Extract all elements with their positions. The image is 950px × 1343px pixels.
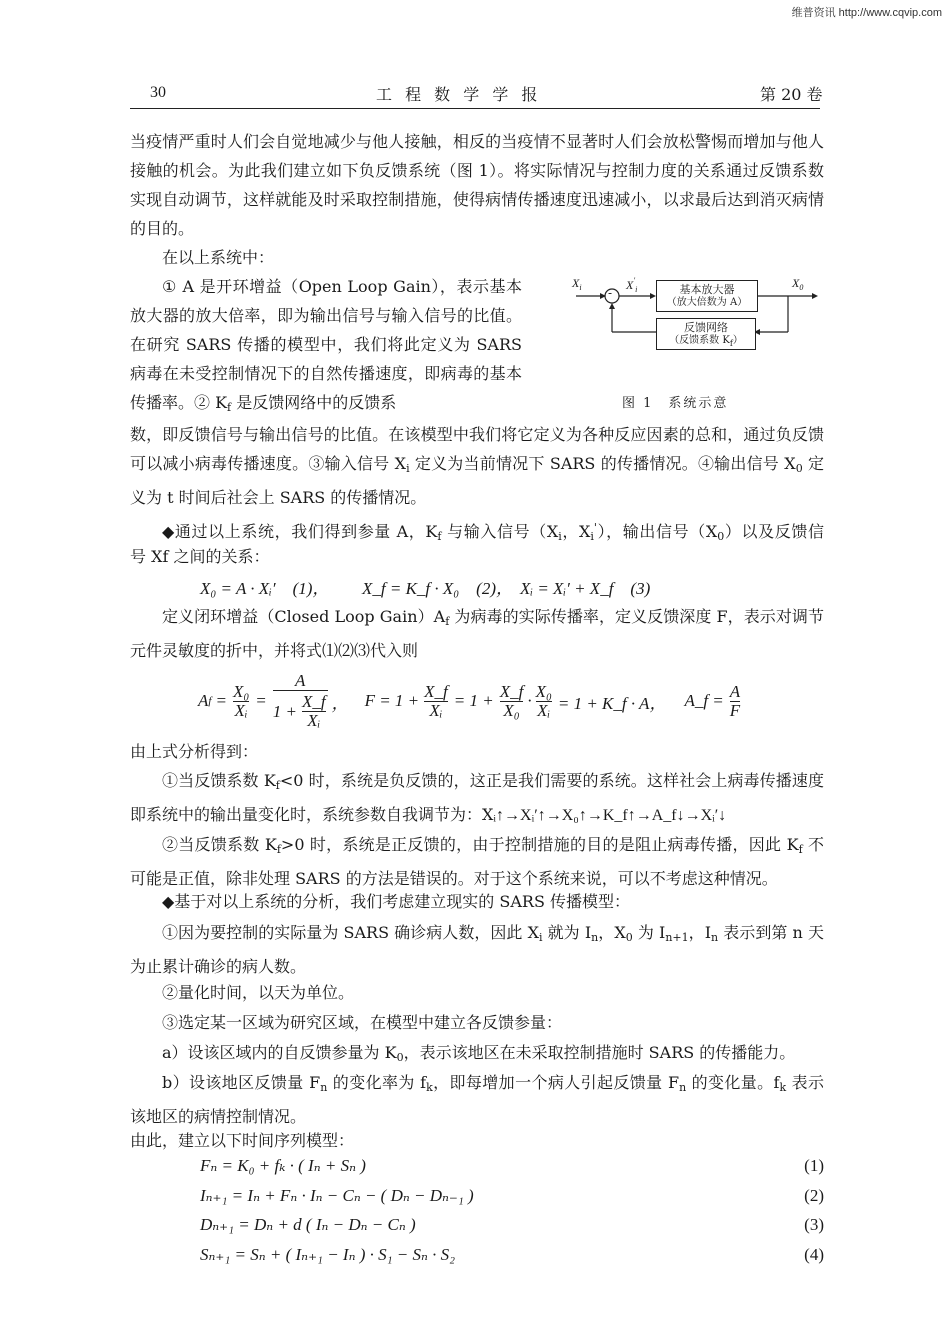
net-input-label: $X'_i$: [626, 276, 638, 294]
input-signal-label: $X_i$: [572, 276, 582, 292]
paragraph-feedback: 数，即反馈信号与输出信号的比值。在该模型中我们将它定义为各种反应因素的总和，通过负反馈可以减小病毒传播速度。③输入信号 $X_i$ 定义为当前情况下 SARS 的传播情况。④输出信号 $X_0$ 定义为 t 时间后社会上 SARS 的传播情况。: [130, 425, 824, 507]
paragraph-open-loop: ① A 是开环增益（Open Loop Gain），表示基本放大器的放大倍率，即为输出信号与输入信号的比值。在研究 SARS 传播的模型中，我们将此定义为 SARS 病毒在未受控制情况下的自然传播速度，即病毒的基本传播率。② $K_f$ 是反馈网络中的反馈系: [130, 277, 522, 414]
equation-feedback: X_f = K_f · X₀ (2)，: [362, 579, 514, 598]
feedback-block: [656, 318, 756, 350]
model-equation-3: Dₙ₊₁ = Dₙ + d ( Iₙ − Dₙ − Cₙ ) (3): [200, 1215, 824, 1234]
fraction-a-over-loop: A 1 + $\frac{X\_f}{\text{Xᵢ}}$: [272, 671, 326, 730]
equation-closed-loop-gain: A f = $\frac{\text{X₀}}{\text{Xᵢ}}$ = A 1 + $\frac{X\_f}{\text{Xᵢ}}$ ， F = 1 + $\frac{X\_f}{\text{Xᵢ}}$ = 1 + $\frac{X\_f}{\text{X₀}}$ · $\frac{\text{X₀}}{\text{Xᵢ}}$ = 1 + K_f · A， A_f = $\frac{A}{F}$: [198, 671, 741, 730]
feedback-title: 反馈网络: [684, 321, 728, 334]
paragraph-analysis: 由上式分析得到：: [130, 742, 259, 761]
paragraph-negative-feedback: ①当反馈系数 $K_f<0$ 时，系统是负反馈的，这正是我们需要的系统。这样社会上病毒传播速度即系统中的输出量变化时，系统参数自我调节为：Xᵢ↑→Xᵢ′↑→X₀↑→K_f↑→A_f↓→Xᵢ′↓: [130, 771, 824, 824]
paragraph-self-feedback: a）设该区域内的自反馈参量为 $K_0$，表示该地区在未采取控制措施时 SARS 的传播能力。: [162, 1043, 796, 1064]
paragraph-region: ③选定某一区域为研究区域，在模型中建立各反馈参量：: [162, 1013, 563, 1032]
minus-sign: -: [608, 286, 613, 300]
paragraph-closed-loop: 定义闭环增益（Closed Loop $Gain)A_f$ 为病毒的实际传播率，定义反馈深度 F，表示对调节元件灵敏度的折中，并将式⑴⑵⑶代入则: [130, 607, 824, 660]
page-number: 30: [150, 84, 166, 101]
model-equation-2: Iₙ₊₁ = Iₙ + Fₙ · Iₙ − Cₙ − ( Dₙ − Dₙ₋₁ ) (2): [200, 1186, 824, 1205]
header-rule: [130, 108, 820, 109]
fraction-a-over-f: $\frac{A}{F}$: [729, 681, 741, 720]
paragraph-relations: ◆通过以上系统，我们得到参量 A，$K_f$ 与输入信号（$X_i$，$X_i'$），输出信号$(X_0)$以及反馈信: [162, 521, 824, 543]
paragraph-control-quantity: ①因为要控制的实际量为 SARS 确诊病人数，因此 $X_i$ 就为 $I_n$，$X_0$ 为 $I_{n+1}$，$I_n$ 表示到第 n 天为止累计确诊的病人数。: [130, 923, 824, 976]
amplifier-block: [656, 280, 758, 312]
paragraph-feedback-rate: b）设该地区反馈量 $F_n$ 的变化率为 $f_k$，即每增加一个病人引起反馈量 $F_n$ 的变化量。$f_k$ 表示该地区的病情控制情况。: [130, 1073, 824, 1126]
paragraph-relations-cont: 号 Xf 之间的关系：: [130, 547, 270, 566]
equation-input: Xᵢ = Xᵢ′ + X_f (3): [520, 579, 651, 598]
amplifier-title: 基本放大器: [679, 283, 735, 296]
amplifier-gain: （放大倍数为 A）: [666, 297, 748, 308]
feedback-coefficient: （反馈系数 $K_f$）: [669, 335, 743, 348]
volume-label: 第 20 卷: [760, 85, 823, 104]
output-signal-label: $X_0$: [792, 276, 804, 292]
paragraph-system-intro: 在以上系统中：: [162, 248, 275, 267]
model-equation-1: Fₙ = K₀ + fₖ · ( Iₙ + Sₙ ) (1): [200, 1156, 824, 1175]
paragraph-model-basis: ◆基于对以上系统的分析，我们考虑建立现实的 SARS 传播模型：: [162, 892, 631, 911]
journal-title: 工 程 数 学 学 报: [376, 85, 542, 104]
fraction-x0-xi-2: $\frac{\text{X₀}}{\text{Xᵢ}}$: [535, 681, 552, 720]
paragraph-time-series: 由此，建立以下时间序列模型：: [130, 1131, 355, 1150]
paragraph-positive-feedback: ②当反馈系数 $K_f>0$ 时，系统是正反馈的，由于控制措施的目的是阻止病毒传播，因此 $K_f$ 不可能是正值，除非处理 SARS 的方法是错误的。对于这个系统来说，可以不考虑这种情况。: [130, 835, 824, 888]
figure-caption: 图 1 系统示意: [622, 396, 729, 411]
model-equation-4: Sₙ₊₁ = Sₙ + ( Iₙ₊₁ − Iₙ ) · S₁ − Sₙ · S₂ (4): [200, 1245, 824, 1264]
fraction-xf-xi: $\frac{X\_f}{\text{Xᵢ}}$: [424, 681, 448, 720]
watermark: 维普资讯 http://www.cqvip.com: [791, 7, 942, 19]
paragraph-time-quantize: ②量化时间，以天为单位。: [162, 983, 355, 1002]
paragraph-intro: 当疫情严重时人们会自觉地减少与他人接触，相反的当疫情不显著时人们会放松警惕而增加与他人接触的机会。为此我们建立如下负反馈系统（图 1）。将实际情况与控制力度的关系通过反馈系数实现自动调节，这样就能及时采取控制措施，使得病情传播速度迅速减小，以求最后达到消灭病情的目的。: [130, 132, 824, 238]
fraction-xf-x0: $\frac{X\_f}{\text{X₀}}$: [499, 681, 524, 720]
fraction-x0-xi: $\frac{\text{X₀}}{\text{Xᵢ}}$: [232, 681, 250, 720]
figure-system-diagram: [566, 276, 826, 366]
equation-output: X₀ = A · Xᵢ′ (1)，: [200, 579, 330, 598]
